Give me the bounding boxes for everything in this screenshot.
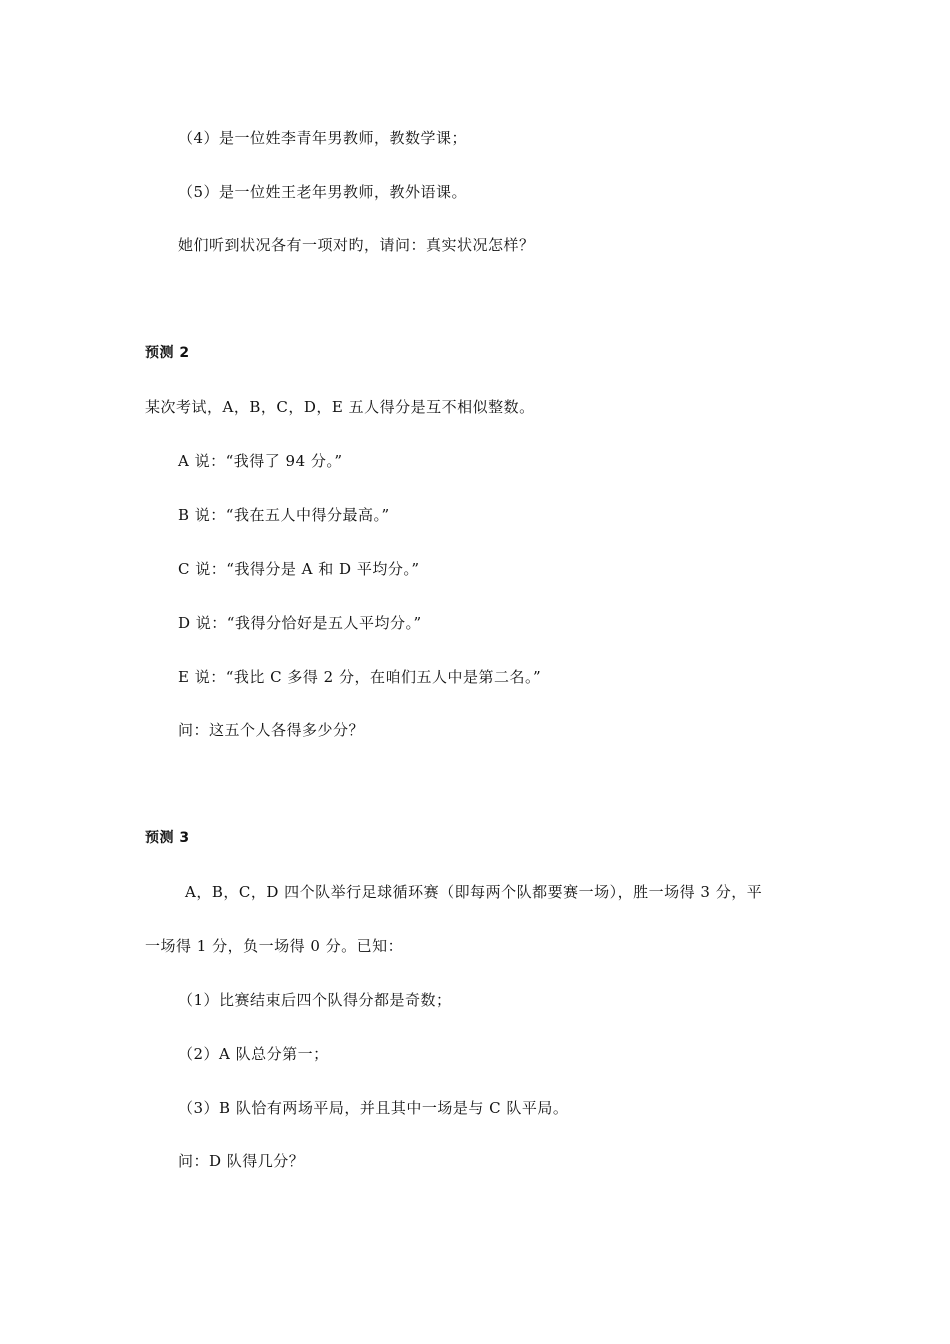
statement-d: D 说：“我得分恰好是五人平均分。” — [178, 614, 422, 632]
problem-3-question: 问：D 队得几分？ — [178, 1152, 305, 1170]
prev-item-5: （5）是一位姓王老年男教师，教外语课。 — [178, 183, 468, 201]
problem-2-question: 问：这五个人各得多少分？ — [178, 721, 365, 739]
prev-item-4: （4）是一位姓李青年男教师，教数学课； — [178, 129, 468, 147]
prev-question: 她们听到状况各有一项对旳，请问：真实状况怎样？ — [178, 236, 535, 254]
condition-2: （2）A 队总分第一； — [178, 1045, 329, 1063]
problem-3-intro-line-1: A，B，C，D 四个队举行足球循环赛（即每两个队都要赛一场），胜一场得 3 分，平 — [185, 883, 763, 901]
problem-2-intro: 某次考试，A，B，C，D，E 五人得分是互不相似整数。 — [145, 398, 535, 416]
statement-e: E 说：“我比 C 多得 2 分，在咱们五人中是第二名。” — [178, 668, 542, 686]
condition-3: （3）B 队恰有两场平局，并且其中一场是与 C 队平局。 — [178, 1099, 569, 1117]
statement-a: A 说：“我得了 94 分。” — [178, 452, 343, 470]
problem-3-intro-line-2: 一场得 1 分，负一场得 0 分。已知： — [145, 937, 404, 955]
problem-3-heading: 预测 3 — [145, 830, 190, 846]
statement-b: B 说：“我在五人中得分最高。” — [178, 506, 390, 524]
condition-1: （1）比赛结束后四个队得分都是奇数； — [178, 991, 452, 1009]
statement-c: C 说：“我得分是 A 和 D 平均分。” — [178, 560, 420, 578]
problem-2-heading: 预测 2 — [145, 345, 190, 361]
